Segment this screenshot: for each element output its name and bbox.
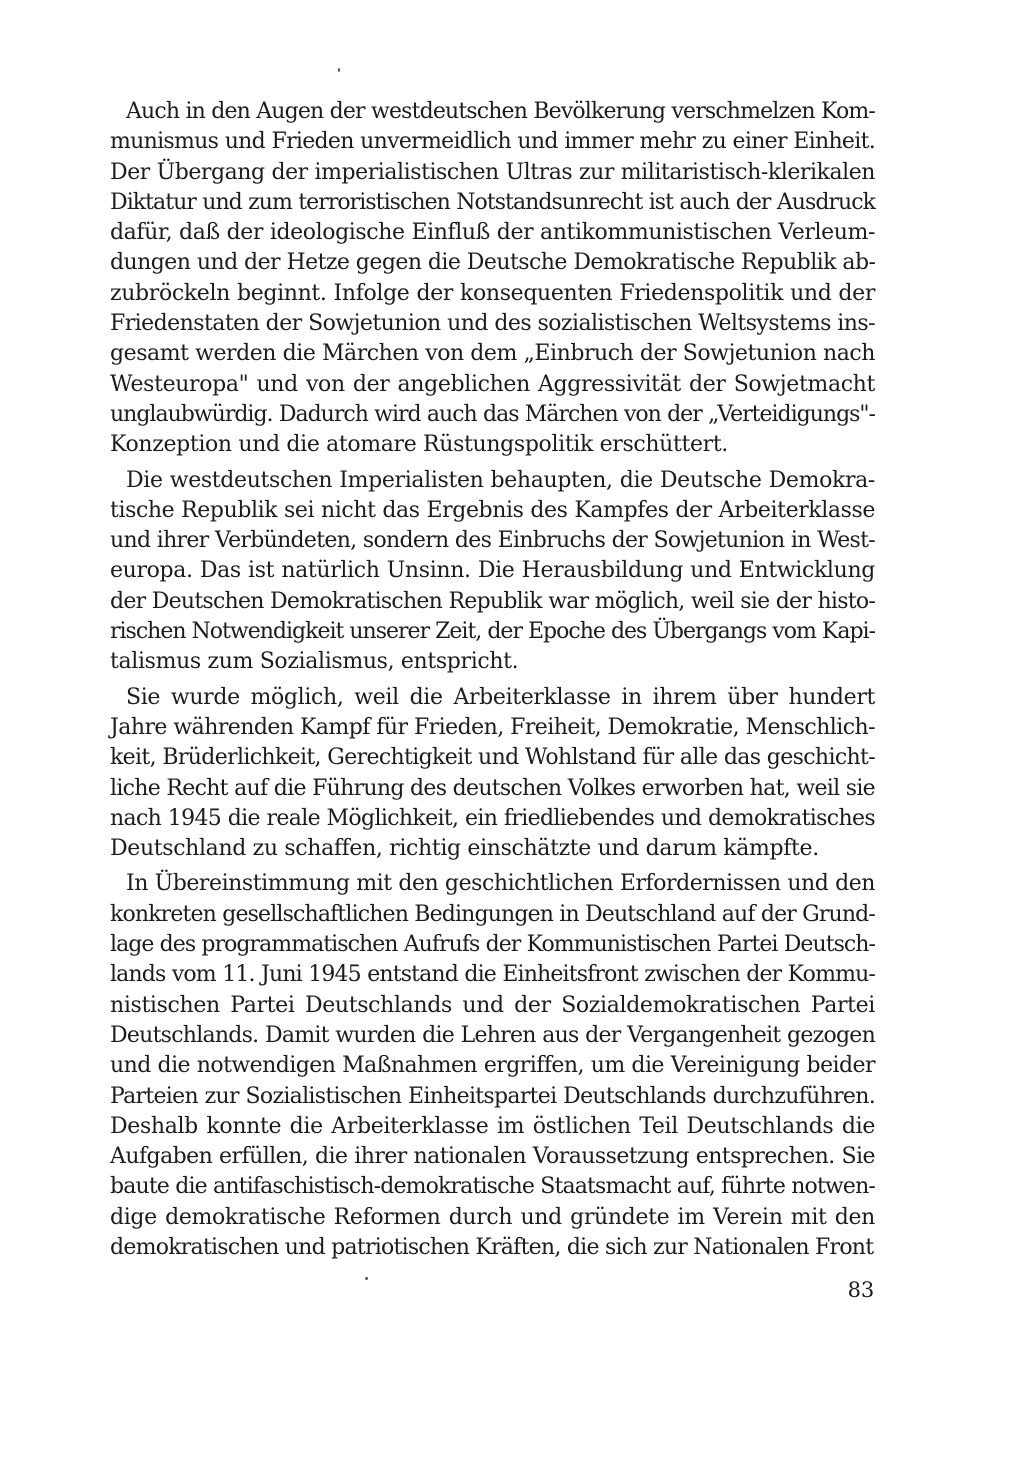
print-speck <box>365 1277 368 1280</box>
text-line: demokratischen und patriotischen Kräften, die sich zur Nationalen Front <box>110 1234 874 1260</box>
text-line: zubröckeln beginnt. Infolge der konsequenten Friedenspolitik und der <box>110 280 875 306</box>
text-line: und ihrer Verbündeten, sondern des Einbruchs der Sowjetunion in West- <box>110 528 875 554</box>
text-line: Westeuropa" und von der angeblichen Aggressivität der Sowjetmacht <box>110 371 875 397</box>
text-line: Auch in den Augen der westdeutschen Bevölkerung verschmelzen Kom- <box>126 99 875 124</box>
paragraph <box>110 466 875 678</box>
text-line: Die westdeutschen Imperialisten behaupten, die Deutsche Demokra- <box>126 467 875 493</box>
text-line: Der Übergang der imperialistischen Ultras zur militaristisch-klerikalen <box>110 159 875 185</box>
text-line: Konzeption und die atomare Rüstungspolitik erschüttert. <box>110 432 728 458</box>
text-line: nach 1945 die reale Möglichkeit, ein friedliebendes und demokratisches <box>110 805 875 831</box>
text-line: Sie wurde möglich, weil die Arbeiterklasse in ihrem über hundert <box>126 684 875 710</box>
paragraph <box>110 683 875 865</box>
text-line: liche Recht auf die Führung des deutschen Volkes erworben hat, weil sie <box>110 775 875 801</box>
text-line: tische Republik sei nicht das Ergebnis des Kampfes der Arbeiterklasse <box>110 497 875 523</box>
text-line: Parteien zur Sozialistischen Einheitspartei Deutschlands durchzuführen. <box>110 1083 875 1109</box>
text-line: Deutschland zu schaffen, richtig einschätzte und darum kämpfte. <box>110 836 819 862</box>
page-number: 83 <box>847 1278 874 1302</box>
text-line: und die notwendigen Maßnahmen ergriffen, um die Vereinigung beider <box>110 1053 875 1079</box>
text-line: lands vom 11. Juni 1945 entstand die Einheitsfront zwischen der Kommu- <box>110 962 875 988</box>
text-line: talismus zum Sozialismus, entspricht. <box>110 649 519 675</box>
text-line: nistischen Partei Deutschlands und der Sozialdemokratischen Partei <box>110 992 875 1018</box>
text-line: lage des programmatischen Aufrufs der Kommunistischen Partei Deutsch- <box>110 932 875 958</box>
text-line: baute die antifaschistisch-demokratische Staatsmacht auf, führte notwen- <box>110 1174 875 1200</box>
text-line: konkreten gesellschaftlichen Bedingungen in Deutschland auf der Grund- <box>110 901 875 927</box>
text-line: unglaubwürdig. Dadurch wird auch das Märchen von der „Verteidigungs"- <box>110 401 875 427</box>
paragraph <box>110 869 875 1263</box>
text-line: europa. Das ist natürlich Unsinn. Die Herausbildung und Entwicklung <box>110 558 875 584</box>
paragraph <box>110 97 875 461</box>
text-line: rischen Notwendigkeit unserer Zeit, der Epoche des Übergangs vom Kapi- <box>110 619 875 645</box>
text-line: Jahre währenden Kampf für Frieden, Freiheit, Demokratie, Menschlich- <box>110 714 875 740</box>
text-line: Aufgaben erfüllen, die ihrer nationalen Voraussetzung entsprechen. Sie <box>110 1144 875 1170</box>
text-line: der Deutschen Demokratischen Republik war möglich, weil sie der histo- <box>110 588 875 614</box>
text-line: In Übereinstimmung mit den geschichtlichen Erfordernissen und den <box>126 871 875 897</box>
text-line: dungen und der Hetze gegen die Deutsche Demokratische Republik ab- <box>110 250 876 276</box>
text-line: Deutschlands. Damit wurden die Lehren aus der Vergangenheit gezogen <box>110 1022 875 1048</box>
text-line: dige demokratische Reformen durch und gründete im Verein mit den <box>110 1204 875 1230</box>
text-line: keit, Brüderlichkeit, Gerechtigkeit und Wohlstand für alle das geschicht- <box>110 745 875 771</box>
text-line: Friedenstaten der Sowjetunion und des sozialistischen Weltsystems ins- <box>110 311 876 337</box>
text-line: munismus und Frieden unvermeidlich und immer mehr zu einer Einheit. <box>110 129 875 155</box>
text-line: Diktatur und zum terroristischen Notstandsunrecht ist auch der Ausdruck <box>110 189 875 215</box>
text-line: gesamt werden die Märchen von dem „Einbruch der Sowjetunion nach <box>110 341 875 367</box>
body-text <box>110 97 875 1263</box>
text-line: dafür, daß der ideologische Einfluß der antikommunistischen Verleum- <box>110 220 875 246</box>
text-line: Deshalb konnte die Arbeiterklasse im östlichen Teil Deutschlands die <box>110 1113 875 1139</box>
print-speck <box>338 68 340 72</box>
